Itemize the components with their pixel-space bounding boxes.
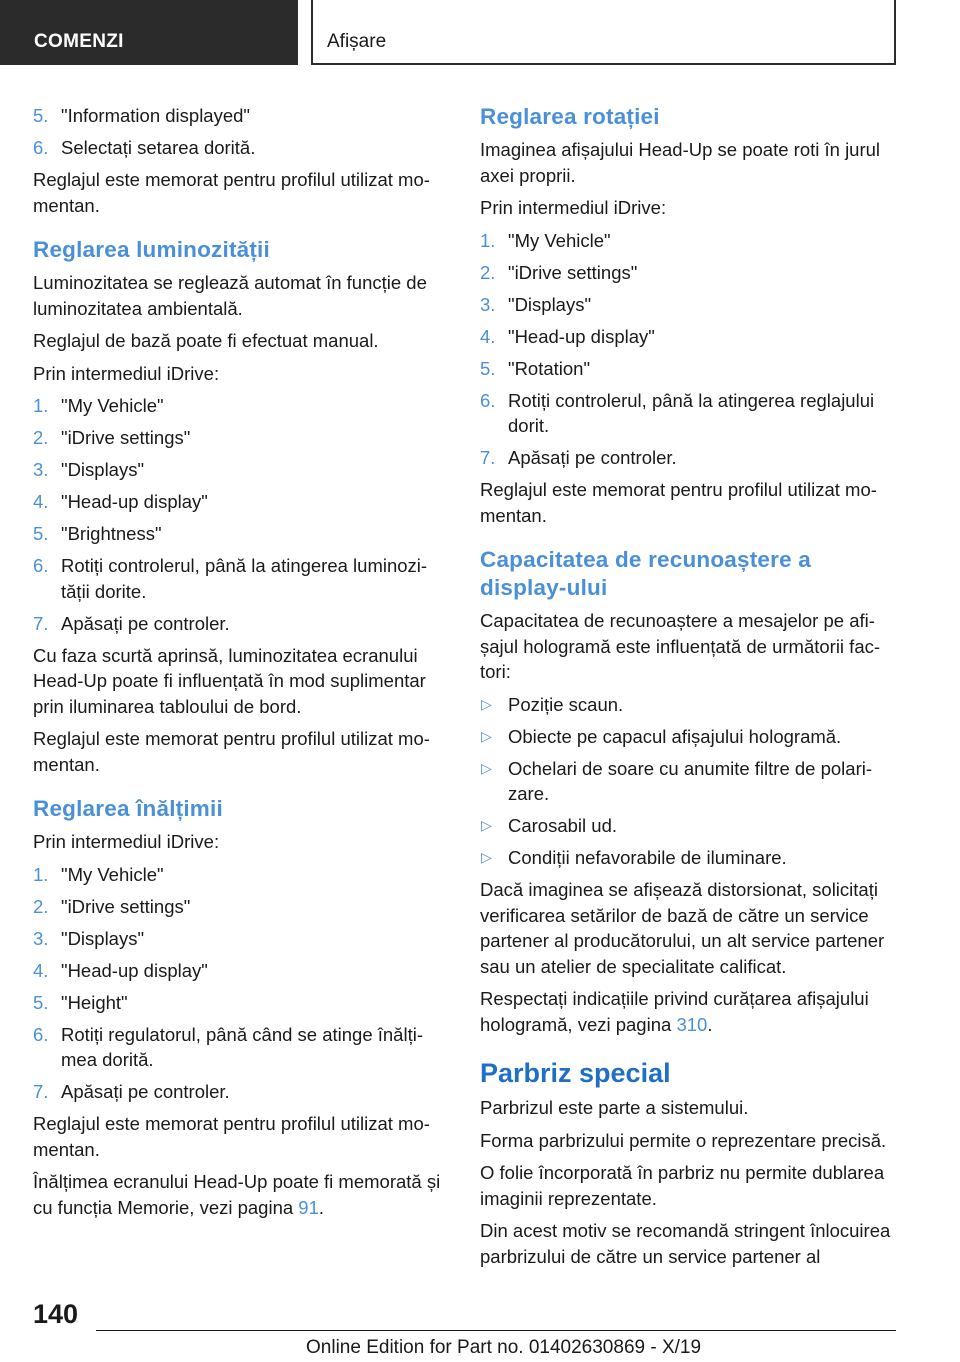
list-item: ▷ Poziție scaun. bbox=[480, 692, 894, 718]
paragraph: Reglajul este memorat pentru profilul utilizat momentan. bbox=[33, 169, 430, 216]
list-item: 3. "Displays" bbox=[33, 927, 145, 949]
paragraph: Reglajul este memorat pentru profilul utilizat momentan. bbox=[33, 1113, 430, 1160]
triangle-bullet-icon: ▷ bbox=[481, 759, 492, 776]
paragraph: Respectați indicațiile privind curățarea afișajului hologramă, vezi pagina 310. bbox=[480, 988, 869, 1035]
paragraph: Capacitatea de recunoaștere a mesajelor pe afișajul hologramă este influențată de următorii factori: bbox=[480, 610, 881, 682]
list-item: 7. Apăsați pe controler. bbox=[33, 612, 230, 634]
section-tab: COMENZI bbox=[0, 0, 298, 65]
list-item: 2. "iDrive settings" bbox=[33, 427, 191, 448]
paragraph: Prin intermediul iDrive: bbox=[33, 831, 220, 852]
rotation-steps bbox=[480, 228, 894, 471]
paragraph: Prin intermediul iDrive: bbox=[480, 197, 667, 218]
paragraph: Dacă imaginea se afișează distorsionat, solicitați verificarea setărilor de bază de către un service partener al producătorului, un alt service partener sau un atelier de specialitate calificat. bbox=[480, 879, 885, 977]
list-item: 6. Rotiți regulatorul, până când se atinge înălțimea dorită. bbox=[33, 1023, 424, 1070]
paragraph: Imaginea afișajului Head-Up se poate roti în jurul axei proprii. bbox=[480, 139, 881, 186]
brightness-steps bbox=[33, 393, 447, 636]
footer-divider bbox=[96, 1330, 896, 1331]
list-item: ▷ Ochelari de soare cu anumite filtre de polarizare. bbox=[481, 757, 873, 804]
page-link-91[interactable]: 91 bbox=[298, 1196, 319, 1218]
section-title-brightness: Reglarea luminozității bbox=[33, 237, 270, 262]
paragraph: Din acest motiv se recomandă stringent înlocuirea parbrizului de către un service partener al bbox=[480, 1220, 891, 1267]
list-item: 4. "Head-up display" bbox=[33, 959, 208, 981]
list-item: 6. Rotiți controlerul, până la atingerea reglajului dorit. bbox=[480, 389, 875, 436]
left-column bbox=[33, 103, 447, 1227]
list-item: ▷ Carosabil ud. bbox=[480, 813, 894, 839]
chapter-tab: Afișare bbox=[311, 0, 896, 65]
paragraph: Cu faza scurtă aprinsă, luminozitatea ecranului Head-Up poate fi influențată în mod suplimentar prin iluminarea tabloului de bord. bbox=[33, 644, 426, 717]
list-item: 5. "Brightness" bbox=[33, 523, 162, 544]
list-item: 1. "My Vehicle" bbox=[33, 863, 164, 885]
section-title-windshield: Parbriz special bbox=[480, 1058, 671, 1088]
list-item: 7. Apăsați pe controler. bbox=[480, 447, 677, 468]
triangle-bullet-icon: ▷ bbox=[481, 817, 492, 833]
list-item: 2. "iDrive settings" bbox=[33, 895, 191, 917]
section-title-recognition: Capacitatea de recunoaștere a display-ului bbox=[480, 547, 811, 600]
section-title-height: Reglarea înălțimii bbox=[33, 796, 223, 821]
triangle-bullet-icon: ▷ bbox=[481, 849, 492, 865]
page-number: 140 bbox=[33, 1299, 79, 1329]
paragraph: Prin intermediul iDrive: bbox=[33, 362, 220, 384]
paragraph: O folie încorporată în parbriz nu permite dublarea imaginii reprezentate. bbox=[480, 1162, 885, 1209]
paragraph: Reglajul este memorat pentru profilul utilizat momentan. bbox=[480, 479, 877, 526]
list-item: 4. "Head-up display" bbox=[33, 491, 208, 512]
section-title-rotation: Reglarea rotației bbox=[480, 104, 660, 129]
paragraph: Reglajul de bază poate fi efectuat manual. bbox=[33, 330, 379, 351]
list-item: 3. "Displays" bbox=[480, 293, 592, 315]
list-item: 7. Apăsați pe controler. bbox=[33, 1081, 230, 1102]
edition-footer: Online Edition for Part no. 01402630869 - X/19 bbox=[306, 1337, 702, 1358]
intro-steps bbox=[33, 103, 447, 161]
paragraph: Luminozitatea se reglează automat în funcție de luminozitatea ambientală. bbox=[33, 272, 427, 319]
paragraph: Reglajul este memorat pentru profilul utilizat momentan. bbox=[33, 728, 430, 775]
list-item: ▷ Condiții nefavorabile de iluminare. bbox=[480, 845, 894, 871]
page-header bbox=[0, 0, 960, 66]
list-item: 3. "Displays" bbox=[33, 459, 145, 480]
list-item: 5. "Information displayed" bbox=[33, 105, 250, 126]
paragraph: Înălțimea ecranului Head-Up poate fi memorată și cu funcția Memorie, vezi pagina 91. bbox=[33, 1171, 441, 1218]
list-item: 5. "Height" bbox=[33, 991, 128, 1013]
recognition-factors bbox=[480, 692, 894, 871]
triangle-bullet-icon: ▷ bbox=[481, 727, 492, 744]
list-item: 2. "iDrive settings" bbox=[480, 261, 638, 283]
list-item: 6. Selectați setarea dorită. bbox=[33, 137, 256, 158]
right-column bbox=[480, 103, 894, 1276]
list-item: 4. "Head-up display" bbox=[480, 325, 655, 347]
page-link-310[interactable]: 310 bbox=[676, 1013, 708, 1035]
list-item: 1. "My Vehicle" bbox=[33, 395, 164, 416]
paragraph: Forma parbrizului permite o reprezentare precisă. bbox=[480, 1129, 887, 1151]
height-steps bbox=[33, 862, 447, 1105]
list-item: ▷ Obiecte pe capacul afișajului hologramă. bbox=[480, 724, 894, 750]
paragraph: Parbrizul este parte a sistemului. bbox=[480, 1097, 749, 1118]
list-item: 1. "My Vehicle" bbox=[480, 229, 611, 251]
triangle-bullet-icon: ▷ bbox=[481, 695, 492, 712]
list-item: 5. "Rotation" bbox=[480, 357, 591, 379]
list-item: 6. Rotiți controlerul, până la atingerea luminozității dorite. bbox=[33, 555, 428, 602]
